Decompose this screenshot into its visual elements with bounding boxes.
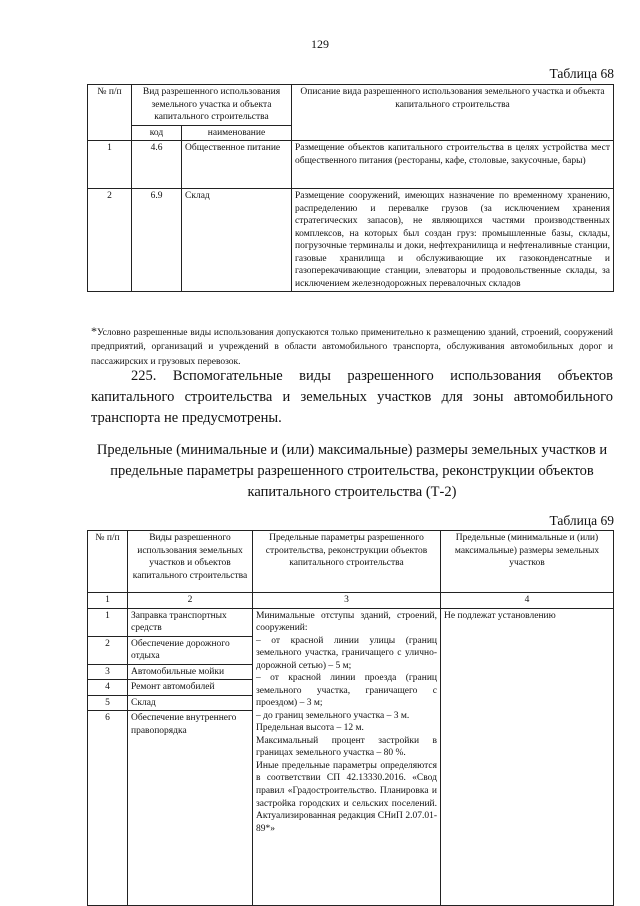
table-69-colnum: 1 xyxy=(88,593,128,609)
param-line: Максимальный процент застройки в границах земельного участка – 80 %. xyxy=(256,735,437,759)
table-69-label: Таблица 69 xyxy=(549,513,614,528)
table-69-header-no: № п/п xyxy=(88,531,128,593)
table-68-label: Таблица 68 xyxy=(549,66,614,81)
table-68-row-name: Общественное питание xyxy=(182,141,292,189)
footnote xyxy=(91,322,613,369)
table-69-header-sizes: Предельные (минимальные и (или) максимальные) размеры земельных участков xyxy=(441,531,614,593)
table-69-row-no: 4 xyxy=(88,680,128,696)
table-69-header-types: Виды разрешенного использования земельных участков и объектов капитального строительства xyxy=(128,531,253,593)
table-69-header-params: Предельные параметры разрешенного строительства, реконструкции объектов капитального строительства xyxy=(253,531,441,593)
table-69-row-no: 5 xyxy=(88,695,128,711)
table-69-row-name: Обеспечение внутреннего правопорядка xyxy=(128,711,253,906)
table-69-colnum: 3 xyxy=(253,593,441,609)
section-heading: Предельные (минимальные и (или) максимальные) размеры земельных участков и предельные параметры разрешенного строительства, реконструкции объектов капитального строительства (Т-2) xyxy=(96,442,608,501)
param-line: Иные предельные параметры определяются в соответствии СП 42.13330.2016. «Свод правил «Градостроительство. Планировка и застройка городских и сельских поселений. Актуализированная редакция СНиП 2.07.01-89*» xyxy=(256,760,437,834)
table-69-row-no: 6 xyxy=(88,711,128,906)
footnote-text: Условно разрешенные виды использования допускаются только применительно к размещению зданий, строений, сооружений предприятий, организаций и учреждений в области автомобильного транспорта, обслуживания автомобильных дорог и пассажирских и грузовых перевозок. xyxy=(91,328,613,367)
table-69-row-name: Обеспечение дорожного отдыха xyxy=(128,636,253,664)
table-69 xyxy=(87,530,614,906)
table-69-row-name: Ремонт автомобилей xyxy=(128,680,253,696)
table-68-header-use: Вид разрешенного использования земельного участка и объекта капитального строительства xyxy=(132,85,292,126)
table-68-row-code: 6.9 xyxy=(132,189,182,292)
table-68-row-no: 1 xyxy=(88,141,132,189)
table-69-row-name: Автомобильные мойки xyxy=(128,664,253,680)
table-69-colnum: 2 xyxy=(128,593,253,609)
table-69-sizes-cell: Не подлежат установлению xyxy=(441,608,614,906)
table-68-header-desc: Описание вида разрешенного использования земельного участка и объекта капитального строительства xyxy=(292,85,614,141)
table-68-header-no: № п/п xyxy=(88,85,132,141)
param-line: – от красной линии улицы (границ земельного участка, граничащего с улично-дорожной сетью) – 5 м; xyxy=(256,635,437,671)
table-68-row-desc: Размещение объектов капитального строительства в целях устройства мест общественного питания (рестораны, кафе, столовые, закусочные, бары) xyxy=(292,141,614,189)
table-69-colnum: 4 xyxy=(441,593,614,609)
footnote-star: * xyxy=(91,324,97,338)
table-69-row-no: 2 xyxy=(88,636,128,664)
table-69-row-no: 1 xyxy=(88,608,128,636)
table-68-row-desc: Размещение сооружений, имеющих назначение по временному хранению, распределению и перевалке грузов (за исключением хранения стратегических запасов), не являющихся частями производственных комплексов, на которых был создан груз: промышленные базы, склады, погрузочные терминалы и доки, нефтехранилища и нефтеналивные станции, газовые хранилища и обслуживающие их газоконденсатные и газоперекачивающие станции, элеваторы и продовольственные склады, за исключением железнодорожных перевалочных складов xyxy=(292,189,614,292)
table-68-header-code: код xyxy=(132,125,182,141)
table-69-params-cell xyxy=(253,608,441,906)
table-68-row-no: 2 xyxy=(88,189,132,292)
param-line: – до границ земельного участка – 3 м. xyxy=(256,710,410,721)
table-68-row-name: Склад xyxy=(182,189,292,292)
paragraph-225: 225. Вспомогательные виды разрешенного использования объектов капитального строительства и земельных участков для зоны автомобильного транспорта не предусмотрены. xyxy=(91,368,613,427)
table-69-row-no: 3 xyxy=(88,664,128,680)
table-69-row-name: Заправка транспортных средств xyxy=(128,608,253,636)
page-number: 129 xyxy=(311,37,329,51)
table-68-header-name: наименование xyxy=(182,125,292,141)
table-68-row-code: 4.6 xyxy=(132,141,182,189)
param-line: Предельная высота – 12 м. xyxy=(256,723,364,734)
table-68 xyxy=(87,84,614,292)
param-line: – от красной линии проезда (границ земельного участка, граничащего с проездом) – 3 м; xyxy=(256,673,437,709)
param-line: Минимальные отступы зданий, строений, сооружений: xyxy=(256,610,437,634)
table-69-row-name: Склад xyxy=(128,695,253,711)
